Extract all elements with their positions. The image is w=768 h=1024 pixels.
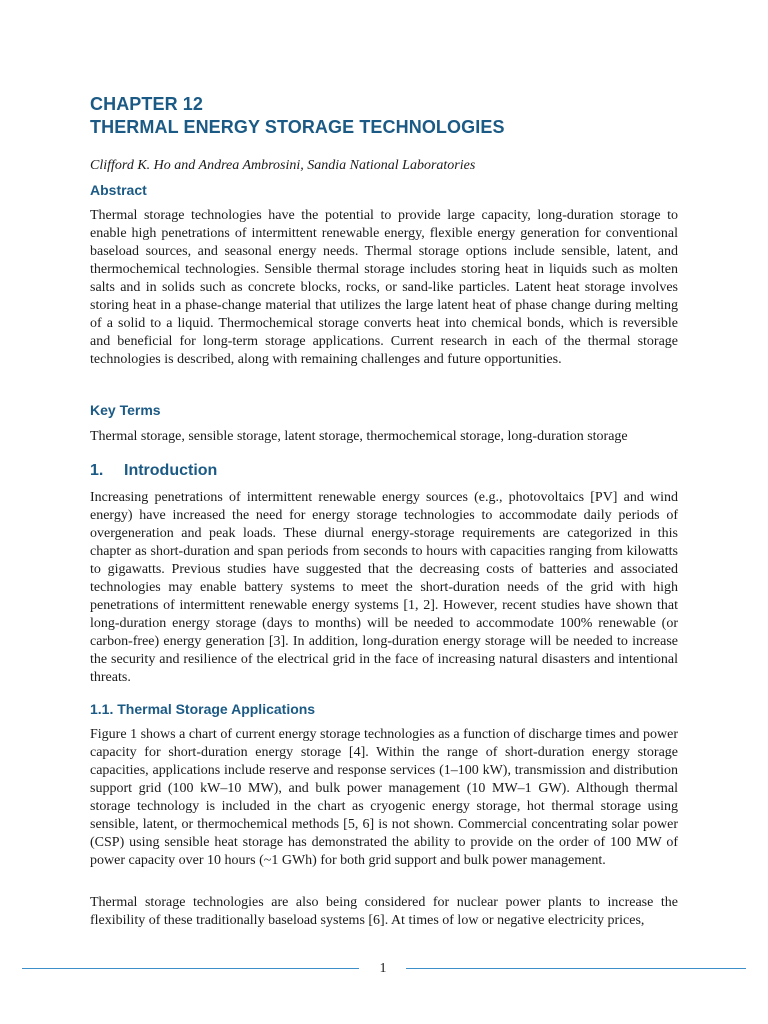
abstract-heading: Abstract [90,182,147,198]
page-number: 1 [379,961,387,976]
footer-rule-left [22,968,359,969]
introduction-title: Introduction [124,462,218,479]
thermal-storage-paragraph-1: Figure 1 shows a chart of current energy storage technologies as a function of discharge times and power capacity for short-duration energy storage [4]. Within the range of short-duration energy storage capacities, applications include reserve and response services (1–100 kW), transmission and distribution support grid (100 kW–10 MW), and bulk power management (10 MW–1 GW). Although thermal storage technology is included in the chart as cryogenic energy storage, hot thermal storage using sensible, latent, or thermochemical methods [5, 6] is not shown. Commercial concentrating solar power (CSP) using sensible heat storage has demonstrated the ability to provide on the order of 100 MW of power capacity over 10 hours (~1 GWh) for both grid support and bulk power management. [90,727,678,868]
introduction-text: Increasing penetrations of intermittent renewable energy sources (e.g., photovoltaics [PV] and wind energy) have increased the need for energy storage technologies to accommodate daily periods of overgeneration and peak loads. These diurnal energy-storage requirements are categorized in this chapter as short-duration and span periods from seconds to hours with capacities ranging from kilowatts to gigawatts. Previous studies have suggested that the decreasing costs of batteries and associated technologies may enable battery systems to meet the short-duration needs of the grid with high penetrations of intermittent renewable energy systems [1, 2]. However, recent studies have shown that long-duration energy storage (days to months) will be needed to accommodate 100% renewable (or carbon-free) energy generation [3]. In addition, long-duration energy storage will be needed to increase the security and resilience of the electrical grid in the face of increasing natural disasters and intentional threats. [90,490,678,685]
abstract-text: Thermal storage technologies have the potential to provide large capacity, long-duration storage to enable high penetrations of intermittent renewable energy, flexible energy generation for conventional baseload sources, and seasonal energy needs. Thermal storage options include sensible, latent, and thermochemical technologies. Sensible thermal storage includes storing heat in liquids such as molten salts and in solids such as concrete blocks, rocks, or sand-like particles. Latent heat storage involves storing heat in a phase-change material that utilizes the large latent heat of phase change during melting of a solid to a liquid. Thermochemical storage converts heat into chemical bonds, which is reversible and beneficial for long-term storage applications. Current research in each of the thermal storage technologies is described, along with remaining challenges and future opportunities. [90,208,678,367]
chapter-title [90,93,690,139]
thermal-storage-applications-heading: 1.1. Thermal Storage Applications [90,701,316,717]
key-terms-text: Thermal storage, sensible storage, latent storage, thermochemical storage, long-duration storage [90,429,628,444]
footer-rule-right [406,968,746,969]
thermal-storage-paragraph-2: Thermal storage technologies are also being considered for nuclear power plants to increase the flexibility of these traditionally baseload systems [6]. At times of low or negative electricity prices, [90,895,678,928]
chapter-label: CHAPTER 12 [90,94,204,114]
introduction-heading [90,461,217,481]
introduction-number: 1. [90,462,104,479]
authors-line: Clifford K. Ho and Andrea Ambrosini, Sandia National Laboratories [90,158,476,173]
chapter-name: THERMAL ENERGY STORAGE TECHNOLOGIES [90,117,505,137]
key-terms-heading: Key Terms [90,402,161,418]
